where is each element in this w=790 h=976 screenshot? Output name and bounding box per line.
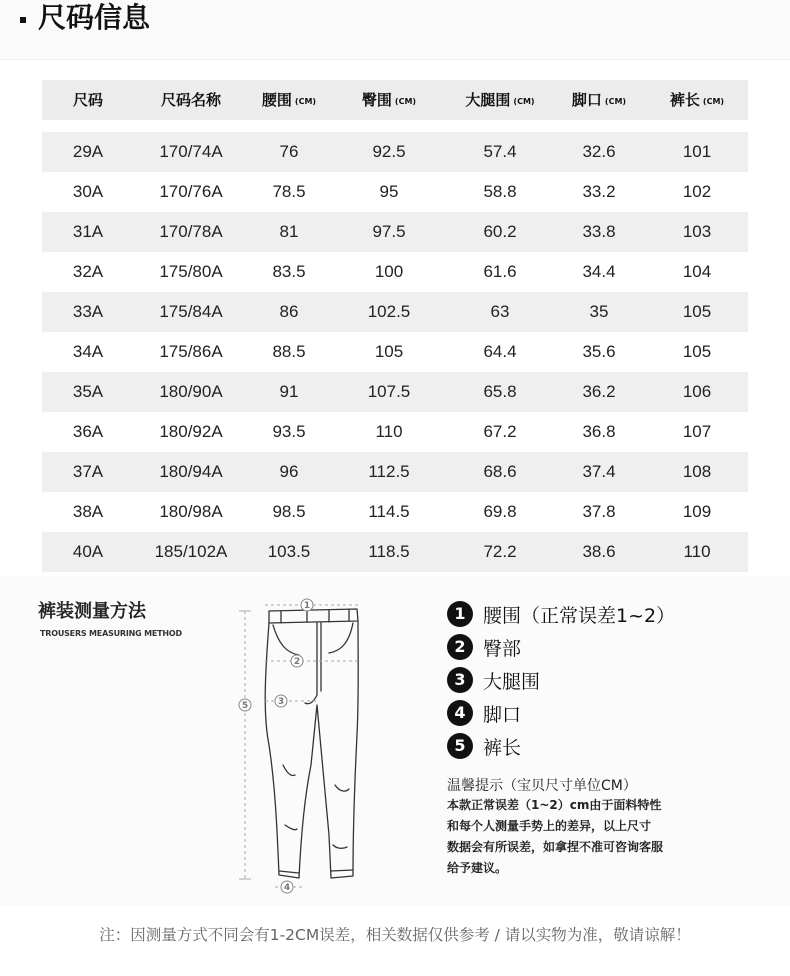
unit-label: (CM) <box>604 97 627 106</box>
table-cell: 64.4 <box>483 342 517 361</box>
column-header: 大腿围 (CM) <box>465 91 535 109</box>
table-row <box>42 452 748 492</box>
table-cell: 118.5 <box>368 542 410 561</box>
table-cell: 97.5 <box>372 222 406 241</box>
number-1-icon: 1 <box>447 601 473 627</box>
column-header: 尺码名称 <box>160 91 221 109</box>
marker-label: 2 <box>293 657 301 667</box>
table-cell: 36.8 <box>582 422 616 441</box>
table-cell: 170/78A <box>159 222 223 241</box>
table-cell: 34A <box>72 342 104 361</box>
bullet-square-icon <box>20 17 26 23</box>
marker-label: 5 <box>241 701 249 711</box>
table-cell: 35A <box>72 382 104 401</box>
table-cell: 105 <box>374 342 404 361</box>
table-cell: 103 <box>682 222 712 241</box>
column-header: 脚口 (CM) <box>571 91 627 109</box>
table-row <box>42 252 748 292</box>
table-cell: 107.5 <box>367 382 411 401</box>
tip-line: 和每个人测量手势上的差异，以上尺寸 <box>447 819 652 833</box>
legend-item-hip <box>447 633 521 661</box>
table-cell: 95 <box>379 182 399 201</box>
table-cell: 100 <box>374 262 404 281</box>
table-cell: 105 <box>682 302 712 321</box>
table-row <box>42 412 748 452</box>
table-cell: 96 <box>279 462 299 481</box>
number-4-icon: 4 <box>447 700 473 726</box>
table-cell: 107 <box>682 422 712 441</box>
table-cell: 60.2 <box>483 222 517 241</box>
table-row <box>42 492 748 532</box>
column-header: 裤长 (CM) <box>669 91 725 109</box>
legend-item-thigh <box>447 666 540 694</box>
number-2-icon: 2 <box>447 634 473 660</box>
unit-label: (CM) <box>394 97 417 106</box>
table-cell: 185/102A <box>154 542 228 561</box>
section-title: 尺码信息 <box>38 1 151 34</box>
table-cell: 180/94A <box>159 462 223 481</box>
table-cell: 36A <box>72 422 104 441</box>
table-cell: 76 <box>279 142 299 161</box>
table-cell: 58.8 <box>483 182 517 201</box>
table-cell: 38.6 <box>582 542 616 561</box>
table-cell: 37.4 <box>582 462 616 481</box>
legend-item-length <box>447 732 521 760</box>
table-row <box>42 372 748 412</box>
unit-label: (CM) <box>702 97 725 106</box>
table-cell: 108 <box>682 462 712 481</box>
table-cell: 81 <box>279 222 299 241</box>
unit-label: (CM) <box>294 97 317 106</box>
table-cell: 32.6 <box>582 142 616 161</box>
table-cell: 29A <box>72 142 104 161</box>
table-cell: 112.5 <box>368 462 410 481</box>
table-cell: 33A <box>72 302 104 321</box>
table-row <box>42 332 748 372</box>
legend-label: 脚口 <box>483 703 522 726</box>
table-cell: 33.2 <box>582 182 616 201</box>
table-cell: 91 <box>279 382 299 401</box>
table-cell: 30A <box>72 182 104 201</box>
column-header: 臀围 (CM) <box>361 91 417 109</box>
table-cell: 72.2 <box>483 542 517 561</box>
table-cell: 180/90A <box>159 382 223 401</box>
tip-title: 温馨提示（宝贝尺寸单位CM） <box>447 778 637 794</box>
table-cell: 175/86A <box>159 342 223 361</box>
table-cell: 180/92A <box>159 422 223 441</box>
table-cell: 83.5 <box>272 262 306 281</box>
table-cell: 93.5 <box>272 422 306 441</box>
table-cell: 34.4 <box>582 262 616 281</box>
table-cell: 86 <box>279 302 299 321</box>
table-cell: 105 <box>682 342 712 361</box>
column-header: 尺码 <box>72 91 103 109</box>
unit-label: (CM) <box>513 97 535 106</box>
table-cell: 65.8 <box>483 382 517 401</box>
table-cell: 110 <box>375 422 403 441</box>
section-header <box>0 0 790 60</box>
table-cell: 35 <box>589 302 609 321</box>
trousers-illustration <box>225 595 375 895</box>
table-cell: 92.5 <box>372 142 406 161</box>
marker-label: 1 <box>303 601 311 611</box>
number-5-icon: 5 <box>447 733 473 759</box>
table-cell: 37.8 <box>582 502 616 521</box>
table-cell: 175/84A <box>159 302 223 321</box>
table-cell: 33.8 <box>582 222 616 241</box>
table-row <box>42 212 748 252</box>
table-cell: 88.5 <box>272 342 306 361</box>
table-cell: 35.6 <box>582 342 616 361</box>
table-cell: 102.5 <box>367 302 411 321</box>
footer-note: 注：因测量方式不同会有1-2CM误差，相关数据仅供参考 / 请以实物为准，敬请谅解！ <box>99 926 691 944</box>
table-cell: 110 <box>683 542 711 561</box>
table-cell: 109 <box>682 502 712 521</box>
table-cell: 40A <box>72 542 104 561</box>
marker-label: 4 <box>283 883 291 893</box>
table-cell: 32A <box>72 262 104 281</box>
table-cell: 31A <box>72 222 104 241</box>
table-cell: 68.6 <box>483 462 517 481</box>
table-cell: 36.2 <box>582 382 616 401</box>
table-cell: 78.5 <box>272 182 306 201</box>
table-row <box>42 132 748 172</box>
legend-item-leg-opening <box>447 699 521 727</box>
table-cell: 67.2 <box>483 422 517 441</box>
table-cell: 170/76A <box>159 182 223 201</box>
table-cell: 69.8 <box>483 502 517 521</box>
table-row <box>42 292 748 332</box>
table-cell: 106 <box>682 382 712 401</box>
table-header-row <box>42 80 748 120</box>
legend-item-waist <box>447 600 675 628</box>
table-cell: 103.5 <box>267 542 311 561</box>
table-cell: 102 <box>682 182 712 201</box>
marker-label: 3 <box>277 697 285 707</box>
table-row <box>42 172 748 212</box>
table-cell: 114.5 <box>368 502 410 521</box>
measure-title: 裤装测量方法 <box>38 601 146 622</box>
tip-line: 本款正常误差（1~2）cm由于面料特性 <box>447 798 662 812</box>
table-cell: 175/80A <box>159 262 223 281</box>
table-cell: 104 <box>682 262 712 281</box>
legend-label: 臀部 <box>483 637 522 660</box>
table-cell: 37A <box>72 462 104 481</box>
size-table <box>42 80 748 572</box>
table-cell: 57.4 <box>483 142 517 161</box>
table-cell: 61.6 <box>483 262 517 281</box>
table-row <box>42 532 748 572</box>
table-cell: 101 <box>682 142 712 161</box>
column-header: 腰围 (CM) <box>261 91 317 109</box>
tip-line: 给予建议。 <box>447 861 508 875</box>
table-cell: 170/74A <box>159 142 223 161</box>
legend-label: 腰围（正常误差1~2） <box>483 604 676 627</box>
table-cell: 63 <box>490 302 510 321</box>
number-3-icon: 3 <box>447 667 473 693</box>
tip-line: 数据会有所误差，如拿捏不准可咨询客服 <box>447 840 664 854</box>
measure-subtitle: TROUSERS MEASURING METHOD <box>40 629 182 638</box>
legend-label: 大腿围 <box>483 670 541 693</box>
table-body <box>42 132 748 572</box>
legend-label: 裤长 <box>483 736 522 759</box>
table-cell: 38A <box>72 502 104 521</box>
table-cell: 180/98A <box>159 502 223 521</box>
table-cell: 98.5 <box>272 502 306 521</box>
